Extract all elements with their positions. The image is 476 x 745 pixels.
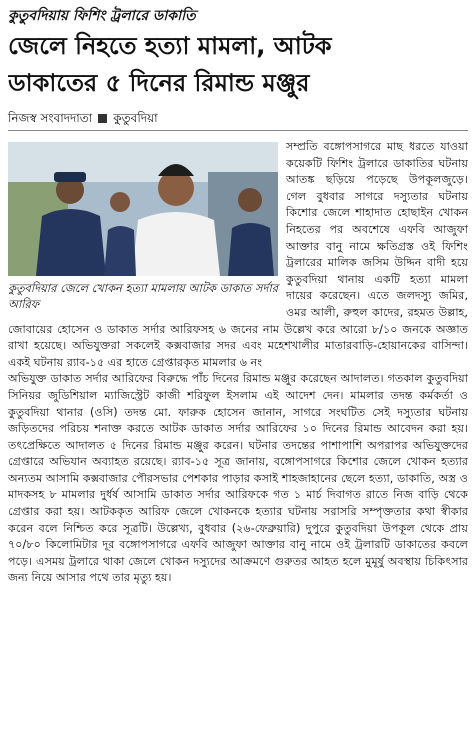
article-continuation: অভিযুক্ত ডাকাত সর্দার আরিফের বিরুদ্ধে পাঁচ দিনের রিমান্ড মঞ্জুর করেছেন আদালত। গতকাল কুতুবদিয়া সিনিয়র জুডিশিয়াল ম্যাজিস্ট্রেট কাজী শরিফুল ইসলাম এই আদেশ দেন। মামলার তদন্ত কর্মকর্তা ও কুতুবদিয়া থানার (ওসি) তদন্ত মো. ফারুক হোসেন জানান, সাগরে সংঘটিত সেই দস্যুতার ঘটনায় জড়িতদের পরিচয় শনাক্ত করতে আটক ডাকাত সর্দার আরিফের ১০ দিনের রিমান্ড আবেদন করা হয়। তৎপ্রেক্ষিতে আদালত ৫ দিনের রিমান্ড মঞ্জুর করেন। ঘটনার তদন্তের পাশাপাশি অপরাপর অভিযুক্তদের গ্রেপ্তারে অভিযান অব্যাহত রয়েছে। র‍্যাব-১৫ সূত্র জানায়, বঙ্গোপসাগরে কিশোর জেলে খোকন হত্যার অন্যতম আসামি কক্সবাজার পৌরসভার পেশকার পাড়ার কসাই শাহজাহানের ছেলে হত্যা, ডাকাতি, অস্ত্র ও মাদকসহ ৮ মামলার দুর্ধর্ষ আসামি ডাকাত সর্দার আরিফকে গত ১ মার্চ দিবাগত রাতে নিজ বাড়ি থেকে গ্রেপ্তার করা হয়। আটককৃত আরিফ জেলে খোকনকে হত্যার ঘটনায় সরাসরি সম্পৃক্ততার কথা স্বীকার করেন বলে নিশ্চিত করে সূত্রটি। উল্লেখ্য, বুধবার (২৬-ফেব্রুয়ারি) দুপুরে কুতুবদিয়া উপকূল থেকে প্রায় ৭০/৮০ কিলোমিটার দূর বঙ্গোপসাগরে এফবি আজুফা আক্তার বানু নামে ওই ট্রলারটি ডাকাতের কবলে পড়ে। এসময় ট্রলারে থাকা জেলে খোকন দস্যুদের আক্রমণে গুরুতর আহত হলে মুমূর্ষু অবস্থায় চিকিৎসার জন্য নিয়ে আসার পথে তার মৃত্যু হয়।	[8, 372, 468, 585]
headline	[8, 28, 468, 102]
photo-illustration	[8, 142, 278, 276]
headline-line-1: জেলে নিহতে হত্যা মামলা, আটক	[8, 32, 332, 60]
article-intro: সম্প্রতি বঙ্গোপসাগরে মাছ ধরতে যাওয়া কয়েকটি ফিশিং ট্রলারে ডাকাতির ঘটনায় আতঙ্ক ছড়িয়ে পড়েছে উপকূলজুড়ে। গেল বুধবার সাগরে দস্যুতার ঘটনায় কিশোর জেলে শাহাদাত হোছাইন খোকন নিহতের পর অবশেষে এফবি আজুফা আক্তার বানু নামে ক্ষতিগ্রস্ত ওই ফিশিং ট্রলারের মালিক জসিম উদ্দিন বাদী হয়ে কুতুবদিয়া থানায় একটি হত্যা মামলা দায়ের করেছেন। এতে জলদস্যু জমির, ওমর আলী, রুহুল কাদের, রহমত উল্লাহ, জোবায়ের হোসেন ও ডাকাত সর্দার আরিফসহ ৬ জনের নাম উল্লেখ করে আরো ৮/১০ জনকে অজ্ঞাত রাখা হয়েছে। অভিযুক্তরা সকলেই কক্সবাজার সদর এবং মহেশখালীর মাতারবাড়ি-হোয়ানকের বাসিন্দা। একই ঘটনায় র‍্যাব-১৫ এর হাতে গ্রেপ্তারকৃত মামলার ৬ নং	[8, 140, 468, 369]
kicker-line: কুতুবদিয়ায় ফিশিং ট্রলারে ডাকাতি	[8, 8, 196, 24]
byline-author: নিজস্ব সংবাদদাতা	[8, 111, 93, 125]
article-body	[8, 139, 468, 587]
article-figure	[8, 142, 278, 318]
news-photo	[8, 142, 278, 276]
photo-caption: কুতুবদিয়ার জেলে খোকন হত্যা মামলায় আটক ডাকাত সর্দার আরিফ	[8, 281, 278, 311]
byline	[8, 108, 468, 131]
square-bullet-icon	[98, 114, 107, 123]
byline-location: কুতুবদিয়া	[113, 111, 158, 125]
headline-line-2: ডাকাতের ৫ দিনের রিমান্ড মঞ্জুর	[8, 69, 310, 97]
